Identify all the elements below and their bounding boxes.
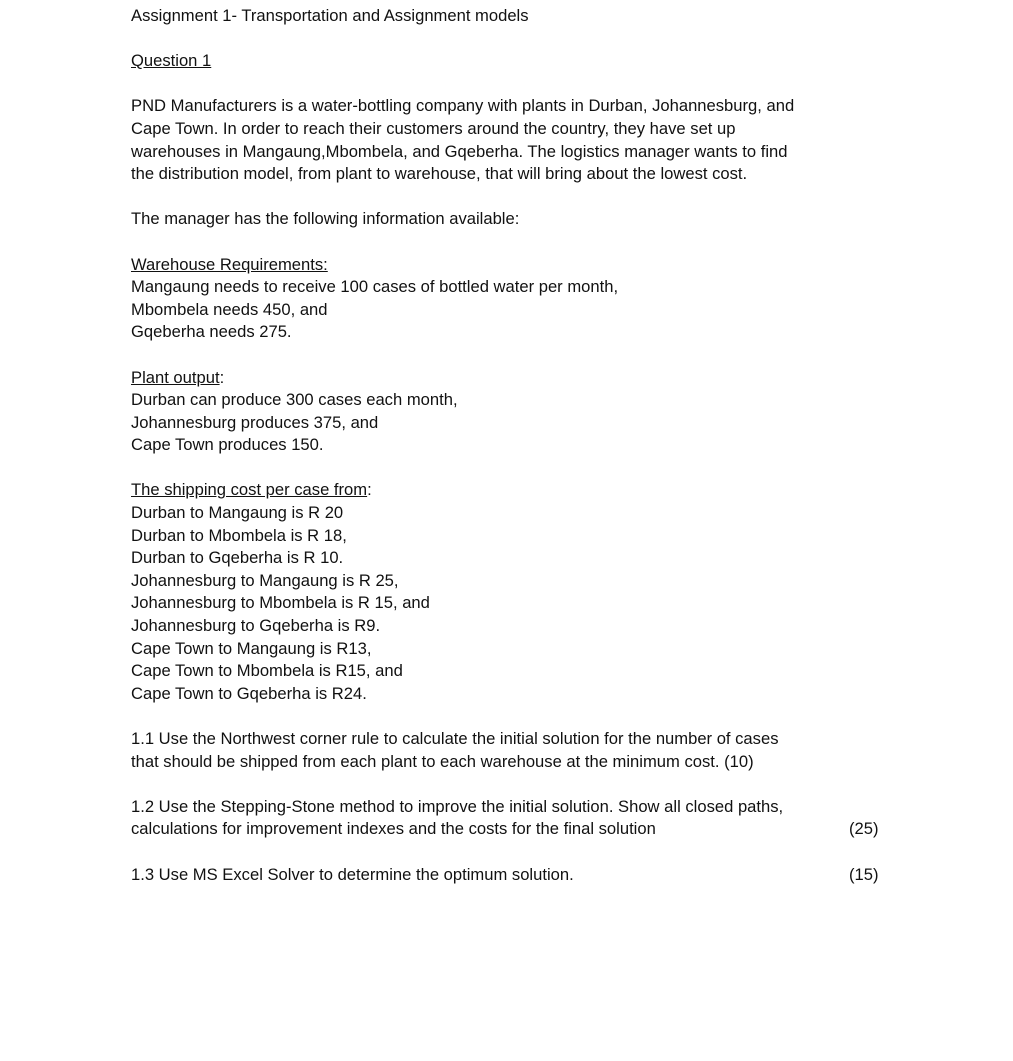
question-1-1 (131, 728, 911, 773)
warehouse-line: Mangaung needs to receive 100 cases of bottled water per month, (131, 277, 619, 297)
intro-line: Cape Town. In order to reach their customers around the country, they have set up (131, 118, 736, 138)
spacer (131, 186, 911, 209)
spacer (131, 73, 911, 96)
question-heading-text: Question 1 (131, 51, 212, 71)
spacer (131, 705, 911, 728)
document-body (131, 5, 911, 886)
shipping-line: Cape Town to Gqeberha is R24. (131, 683, 367, 703)
warehouse-line: Gqeberha needs 275. (131, 322, 292, 342)
question-1-3-marks: (15) (849, 864, 879, 884)
spacer (131, 841, 911, 864)
question-1-2-line: 1.2 Use the Stepping-Stone method to improve the initial solution. Show all closed paths, (131, 796, 784, 816)
warehouse-requirements-section (131, 254, 911, 344)
spacer (131, 457, 911, 480)
question-1-3 (131, 864, 911, 887)
shipping-heading-text: The shipping cost per case from (131, 480, 368, 500)
intro-line: warehouses in Mangaung,Mbombela, and Gqeberha. The logistics manager wants to find (131, 141, 788, 161)
info-line: The manager has the following information available: (131, 209, 520, 229)
intro-line: PND Manufacturers is a water-bottling company with plants in Durban, Johannesburg, and (131, 96, 795, 116)
question-1-1-line: that should be shipped from each plant to each warehouse at the minimum cost. (10) (131, 751, 754, 771)
question-1-2-marks: (25) (849, 819, 879, 839)
shipping-line: Durban to Mangaung is R 20 (131, 503, 344, 523)
plant-heading-colon: : (219, 367, 225, 387)
document-title: Assignment 1- Transportation and Assignment models (131, 6, 529, 25)
shipping-line: Cape Town to Mbombela is R15, and (131, 661, 403, 681)
spacer (131, 773, 911, 796)
shipping-heading (131, 479, 911, 502)
plant-line: Johannesburg produces 375, and (131, 412, 379, 432)
question-1-2 (131, 796, 911, 841)
intro-paragraph (131, 95, 911, 185)
shipping-line: Durban to Gqeberha is R 10. (131, 548, 344, 568)
shipping-line: Johannesburg to Mbombela is R 15, and (131, 593, 430, 613)
intro-line: the distribution model, from plant to warehouse, that will bring about the lowest cost. (131, 164, 748, 184)
shipping-heading-colon: : (367, 480, 372, 500)
question-1-2-text: calculations for improvement indexes and the costs for the final solution (131, 819, 656, 839)
shipping-line: Cape Town to Mangaung is R13, (131, 638, 372, 658)
spacer (131, 344, 911, 367)
shipping-line: Durban to Mbombela is R 18, (131, 525, 347, 545)
shipping-cost-section (131, 479, 911, 705)
spacer (131, 28, 911, 51)
question-heading (131, 50, 911, 73)
question-1-3-text: 1.3 Use MS Excel Solver to determine the optimum solution. (131, 864, 574, 884)
warehouse-heading-text: Warehouse Requirements: (131, 254, 328, 274)
question-1-1-line: 1.1 Use the Northwest corner rule to calculate the initial solution for the number of cases (131, 729, 779, 748)
warehouse-line: Mbombela needs 450, and (131, 299, 328, 319)
shipping-line: Johannesburg to Mangaung is R 25, (131, 570, 399, 590)
warehouse-heading (131, 254, 911, 277)
plant-heading (131, 367, 911, 390)
plant-line: Cape Town produces 150. (131, 435, 324, 455)
plant-output-section (131, 367, 911, 457)
question-1-2-line-with-marks (131, 818, 911, 841)
spacer (131, 231, 911, 254)
shipping-line: Johannesburg to Gqeberha is R9. (131, 616, 381, 636)
plant-line: Durban can produce 300 cases each month, (131, 390, 458, 410)
question-1-3-line-with-marks (131, 864, 911, 887)
plant-heading-text: Plant output (131, 367, 220, 387)
